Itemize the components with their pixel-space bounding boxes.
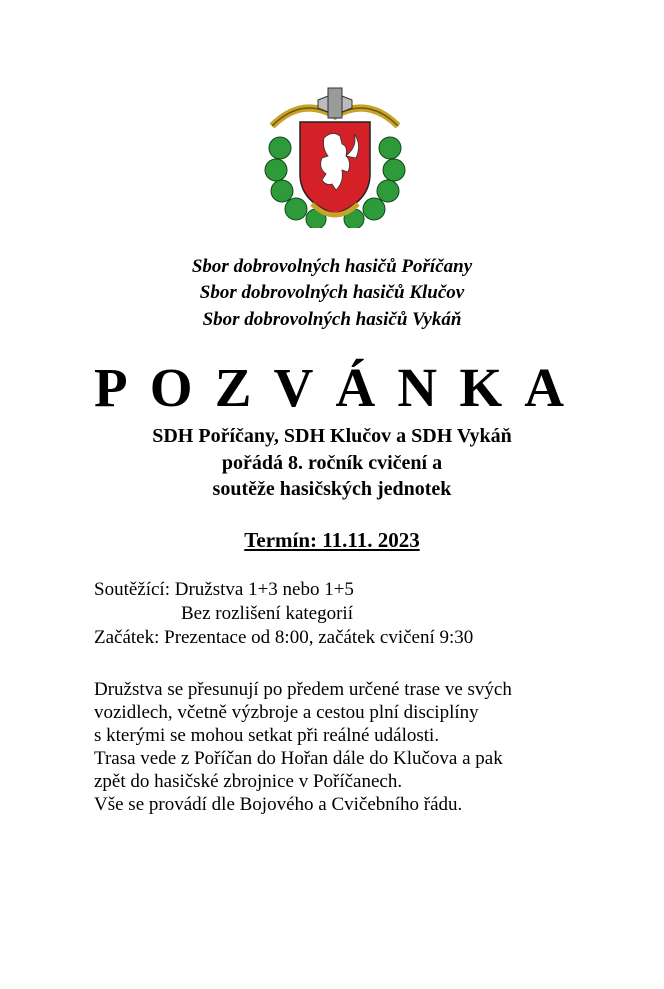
title-letter: Á <box>335 357 376 418</box>
page-title <box>94 358 564 418</box>
paragraph-line: Vše se provádí dle Bojového a Cvičebního řádu. <box>94 794 463 815</box>
category-line: Bez rozlišení kategorií <box>181 603 353 624</box>
firefighter-emblem-icon <box>262 86 408 228</box>
organization-line-2: Sbor dobrovolných hasičů Klučov <box>199 282 465 303</box>
paragraph-line: Trasa vede z Poříčan do Hořan dále do Klučova a pak <box>94 748 503 769</box>
subtitle-line-2: pořádá 8. ročník cvičení a <box>221 452 443 474</box>
competitors-line: Soutěžící: Družstva 1+3 nebo 1+5 <box>94 579 354 600</box>
paragraph-line: s kterými se mohou setkat při reálné události. <box>94 725 440 746</box>
title-letter: P <box>94 357 128 418</box>
title-letter: V <box>273 357 314 418</box>
title-letter: A <box>524 357 564 418</box>
event-date-text: Termín: 11.11. 2023 <box>244 528 420 552</box>
title-letter: K <box>459 357 503 418</box>
paragraph-line: vozidlech, včetně výzbroje a cestou plní disciplíny <box>94 702 479 723</box>
paragraph-line: Družstva se přesunují po předem určené trase ve svých <box>94 679 512 700</box>
start-time-line: Začátek: Prezentace od 8:00, začátek cvičení 9:30 <box>94 627 474 648</box>
title-letter: N <box>397 357 438 418</box>
event-date <box>0 528 664 553</box>
organization-line-1: Sbor dobrovolných hasičů Poříčany <box>191 256 473 277</box>
subtitle-line-3: soutěže hasičských jednotek <box>212 478 452 500</box>
title-letter: Z <box>214 357 252 418</box>
paragraph-line: zpět do hasičské zbrojnice v Poříčanech. <box>94 771 403 792</box>
subtitle-line-1: SDH Poříčany, SDH Klučov a SDH Vykáň <box>152 425 512 447</box>
title-letter: O <box>149 357 193 418</box>
organization-line-3: Sbor dobrovolných hasičů Vykáň <box>202 309 462 330</box>
